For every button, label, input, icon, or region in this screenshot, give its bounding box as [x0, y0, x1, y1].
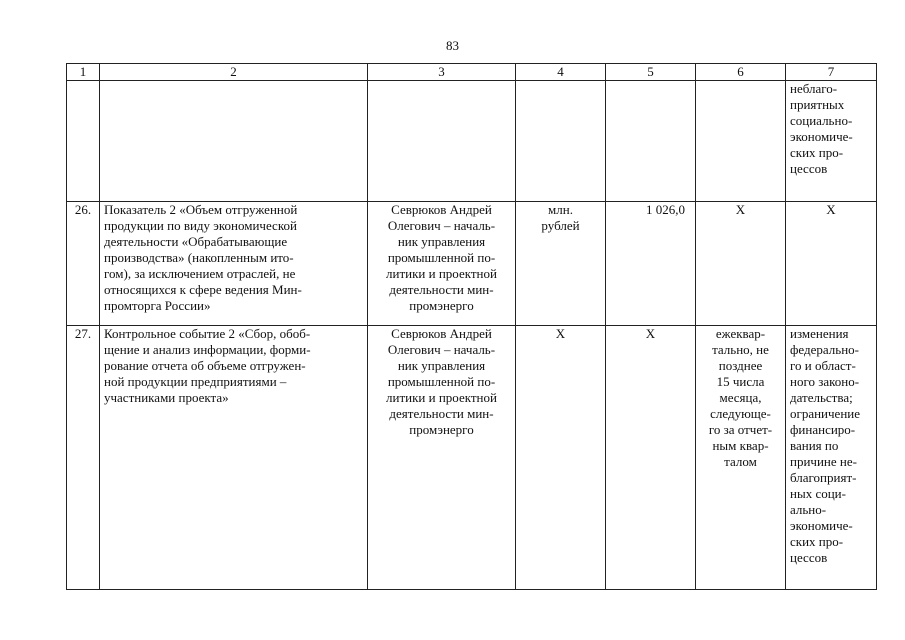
- row-value: 1 026,0: [606, 202, 696, 326]
- row-deadline: [696, 81, 786, 202]
- row-name: Контрольное событие 2 «Сбор, обоб- щение и анализ информации, форми- рование отчета об объеме отгружен- ной продукции предприятиями – участниками проекта»: [100, 326, 368, 590]
- table-row: [67, 81, 877, 202]
- row-value: [606, 81, 696, 202]
- column-header: 2: [100, 64, 368, 81]
- page-number: 83: [446, 38, 459, 53]
- row-risks: изменения федерально- го и област- ного законо- дательства; ограничение финансиро- вания по причине не- благоприят- ных соци- ально- экономиче- ских про- цессов: [786, 326, 877, 590]
- row-number: 27.: [67, 326, 100, 590]
- row-unit: млн. рублей: [516, 202, 606, 326]
- row-unit: [516, 81, 606, 202]
- row-unit: Х: [516, 326, 606, 590]
- row-number: 26.: [67, 202, 100, 326]
- column-header: 7: [786, 64, 877, 81]
- row-responsible: [368, 81, 516, 202]
- header-row: [67, 64, 877, 81]
- column-header: 1: [67, 64, 100, 81]
- row-responsible: Севрюков Андрей Олегович – началь- ник управления промышленной по- литики и проектной деятельности мин- промэнерго: [368, 326, 516, 590]
- row-risks: Х: [786, 202, 877, 326]
- document-table: [66, 63, 877, 590]
- table-row: [67, 326, 877, 590]
- row-name: [100, 81, 368, 202]
- column-header: 4: [516, 64, 606, 81]
- row-deadline: Х: [696, 202, 786, 326]
- row-deadline: ежеквар- тально, не позднее 15 числа месяца, следующе- го за отчет- ным квар- талом: [696, 326, 786, 590]
- column-header: 3: [368, 64, 516, 81]
- row-name: Показатель 2 «Объем отгруженной продукции по виду экономической деятельности «Обрабатывающие производства» (накопленным ито- гом), за исключением отраслей, не относящихся к сфере ведения Мин- промторга России»: [100, 202, 368, 326]
- row-responsible: Севрюков Андрей Олегович – началь- ник управления промышленной по- литики и проектной деятельности мин- промэнерго: [368, 202, 516, 326]
- column-header: 5: [606, 64, 696, 81]
- column-header: 6: [696, 64, 786, 81]
- row-risks: неблаго- приятных социально- экономиче- ских про- цессов: [786, 81, 877, 202]
- table-row: [67, 202, 877, 326]
- row-value: Х: [606, 326, 696, 590]
- row-number: [67, 81, 100, 202]
